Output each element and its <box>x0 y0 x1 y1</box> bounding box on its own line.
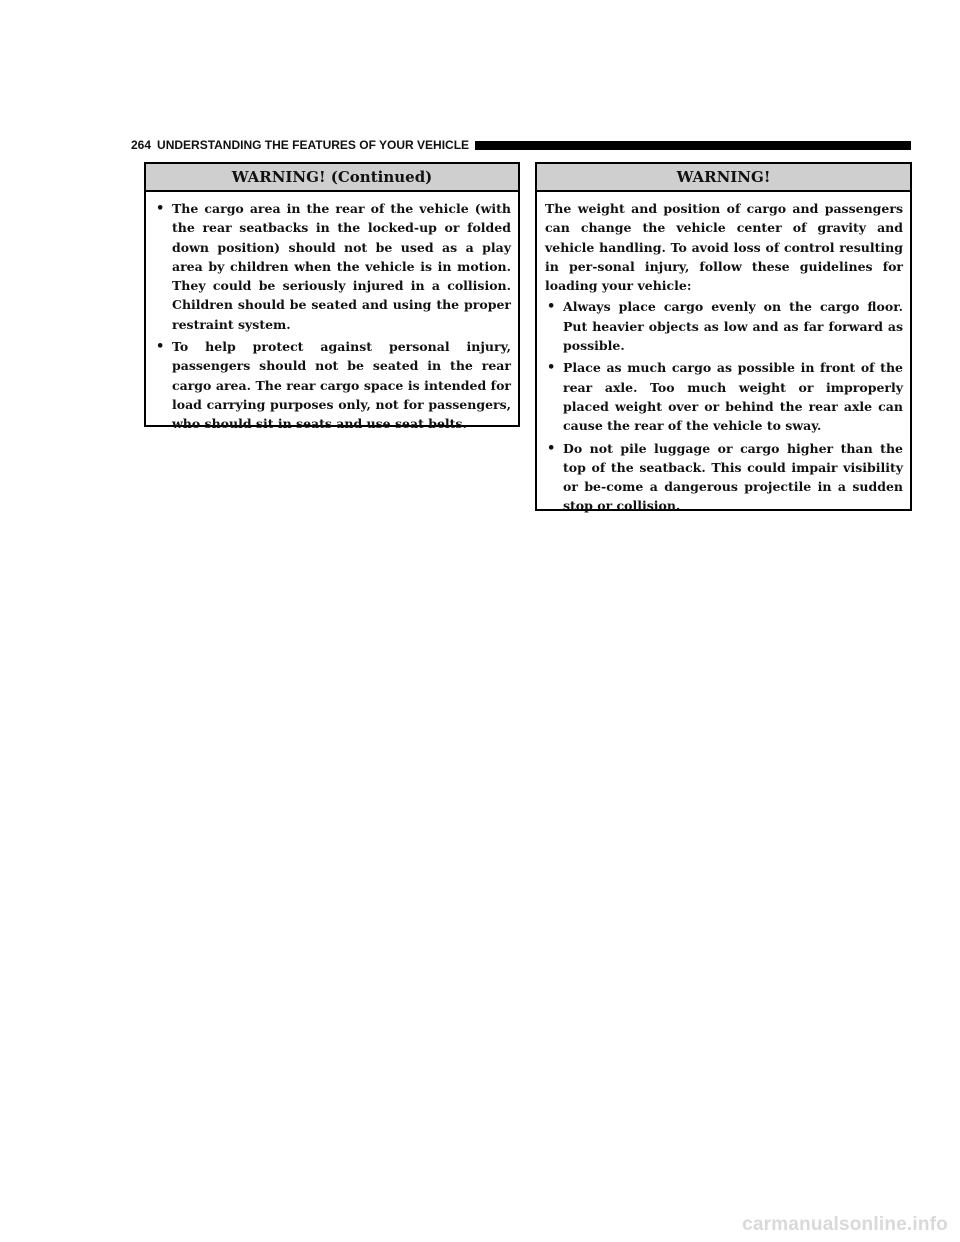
warning-box-continued <box>144 162 520 432</box>
warning-bullet-item <box>154 199 511 334</box>
warning-box <box>535 162 912 514</box>
warning-bullet-list <box>545 297 903 515</box>
bullet-text: To help protect against personal injury, passengers should not be seated in the rear cargo area. The rear cargo space is intended for load carrying purposes only, not for passengers, who should sit in seats and use seat belts. <box>172 339 511 432</box>
warning-bullet-item <box>154 337 511 433</box>
warning-bullet-list <box>154 199 511 434</box>
warning-bullet-item <box>545 439 903 516</box>
bullet-icon: • <box>547 299 556 315</box>
bullet-icon: • <box>547 440 556 456</box>
warning-box-body <box>537 192 910 516</box>
page-header <box>131 137 911 153</box>
bullet-text: Do not pile luggage or cargo higher than the top of the seatback. This could impair visibility or be-come a dangerous projectile in a sudden stop or collision. <box>563 440 903 514</box>
page-number: 264 <box>131 138 152 152</box>
bullet-icon: • <box>156 339 165 355</box>
header-rule <box>475 141 911 150</box>
bullet-icon: • <box>547 360 556 376</box>
bullet-icon: • <box>156 201 165 216</box>
warning-bullet-item <box>545 358 903 435</box>
bullet-text: The cargo area in the rear of the vehicle (with the rear seatbacks in the locked-up or folded down position) should not be used as a play area by children when the vehicle is in motion. They could be seriously injured in a collision. Children should be seated and using the proper restraint system. <box>172 201 511 332</box>
bullet-text: Always place cargo evenly on the cargo floor. Put heavier objects as low and as far forward as possible. <box>563 299 903 354</box>
watermark-link[interactable]: carmanualsonline.info <box>742 1214 948 1235</box>
warning-box-title: WARNING! <box>537 164 910 192</box>
warning-intro: The weight and position of cargo and passengers can change the vehicle center of gravity and vehicle handling. To avoid loss of control resulting in per-sonal injury, follow these guidelines for loading your vehicle: <box>545 201 903 294</box>
bullet-text: Place as much cargo as possible in front of the rear axle. Too much weight or improperly placed weight over or behind the rear axle can cause the rear of the vehicle to sway. <box>563 360 903 434</box>
section-title: UNDERSTANDING THE FEATURES OF YOUR VEHICLE <box>157 138 470 152</box>
warning-box-body <box>146 192 518 434</box>
warning-box-title: WARNING! (Continued) <box>146 164 518 192</box>
warning-bullet-item <box>545 297 903 355</box>
